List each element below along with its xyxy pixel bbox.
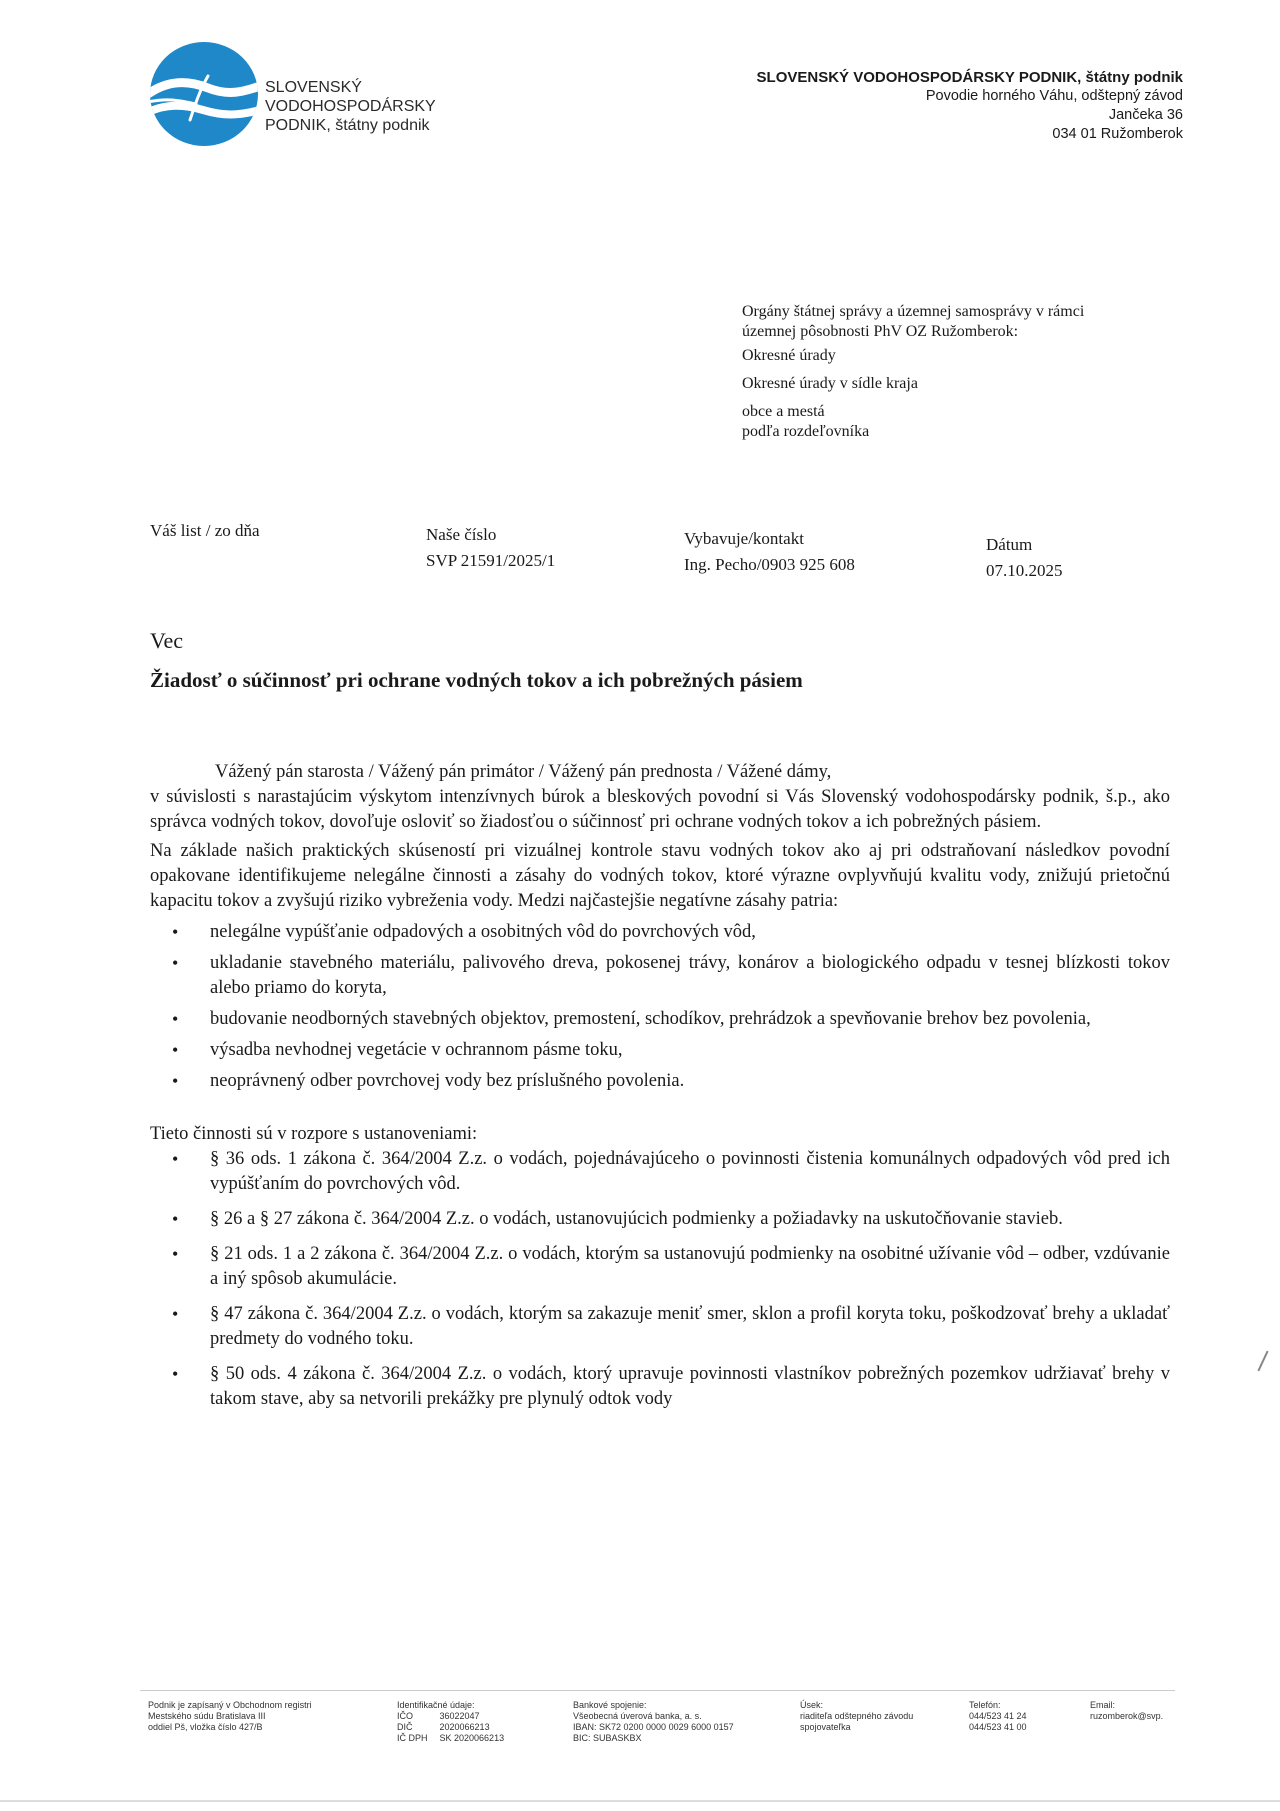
date-value: 07.10.2025 [986,561,1063,580]
id-value: 2020066213 [439,1722,490,1732]
id-key: IČ DPH [397,1733,428,1743]
footer-phone-number: 044/523 41 00 [969,1722,1027,1732]
your-letter-label: Váš list / zo dňa [150,521,260,540]
footer-line: oddiel Pš, vložka číslo 427/B [148,1722,263,1732]
footer-line: Všeobecná úverová banka, a. s. [573,1711,702,1721]
recipient-line: Orgány štátnej správy a územnej samosprávy v rámci [742,303,1085,320]
footer-unit [800,1700,913,1733]
sender-name: SLOVENSKÝ VODOHOSPODÁRSKY PODNIK, štátny podnik [756,69,1183,86]
subject-title: Žiadosť o súčinnosť pri ochrane vodných tokov a ich pobrežných pásiem [150,668,803,692]
footer-ids-label: Identifikačné údaje: [397,1700,475,1710]
activities-list [150,920,1170,1094]
footer-bank-label: Bankové spojenie: [573,1700,647,1710]
id-value: 36022047 [439,1711,480,1721]
logo-text [265,78,436,135]
our-number-value: SVP 21591/2025/1 [426,551,556,570]
sender-branch: Povodie horného Váhu, odštepný závod [925,88,1183,104]
footer-line: Podnik je zapísaný v Obchodnom registri [148,1700,312,1710]
subject-label: Vec [150,628,183,653]
contact-field [684,526,855,578]
footer-line: BIC: SUBASKBX [573,1733,642,1743]
contact-label: Vybavuje/kontakt [684,529,804,548]
list-item: • § 36 ods. 1 zákona č. 364/2004 Z.z. o vodách, pojednávajúceho o povinnosti čistenia komunálnych odpadových vôd pred ich vypúšťaním do povrchových vôd. [210,1147,1170,1197]
footer-ids [397,1700,516,1744]
recipient-line: podľa rozdeľovníka [742,423,870,440]
list-item: • nelegálne vypúšťanie odpadových a osobitných vôd do povrchových vôd, [210,920,1170,945]
logo-line: VODOHOSPODÁRSKY [265,98,436,115]
footer-bank [573,1700,734,1744]
salutation: Vážený pán starosta / Vážený pán primátor / Vážený pán prednosta / Vážené dámy, [215,762,832,782]
id-row [397,1722,516,1733]
footer-phone-number: 044/523 41 24 [969,1711,1027,1721]
footer-phone [969,1700,1027,1733]
date-field [986,532,1063,584]
sender-street: Jančeka 36 [1108,107,1183,123]
list-item: • budovanie neodborných stavebných objektov, premostení, schodíkov, prehrádzok a spevňovanie brehov bez povolenia, [210,1007,1170,1032]
footer-unit-label: Úsek: [800,1700,824,1710]
footer-line: riaditeľa odštepného závodu [800,1711,914,1721]
recipient-line: Okresné úrady v sídle kraja [742,375,918,392]
sender-city: 034 01 Ružomberok [1052,126,1183,142]
footer-email-address[interactable]: ruzomberok@svp. [1090,1711,1164,1721]
recipient-line: obce a mestá [742,403,825,420]
logo-line: PODNIK, štátny podnik [265,117,430,134]
list-item: • § 26 a § 27 zákona č. 364/2004 Z.z. o vodách, ustanovujúcich podmienky a požiadavky na uskutočňovanie stavieb. [210,1207,1170,1232]
recipient-address [742,302,1084,446]
body-paragraph: Na základe našich praktických skúseností pri vizuálnej kontrole stavu vodných tokov ako aj pri odstraňovaní následkov povodní opakovane identifikujeme nelegálne činnosti a zásahy do vodných tokov, ktoré výrazne ovplyvňujú kvalitu vody, znižujú prietočnú kapacitu tokov a zvyšujú riziko vybreženia vody. Medzi najčastejšie negatívne zásahy patria: [150,841,1170,911]
provisions-list [150,1147,1170,1412]
footer-registry [148,1700,312,1733]
footer-email [1090,1700,1163,1722]
id-key: DIČ [397,1722,413,1732]
date-label: Dátum [986,535,1033,554]
body-paragraph: v súvislosti s narastajúcim výskytom intenzívnych búrok a bleskových povodní si Vás Slovenský vodohospodársky podnik, š.p., ako správca vodných tokov, dovoľuje osloviť so žiadosťou o súčinnosť pri ochrane vodných tokov a ich pobrežných pásiem. [150,787,1170,832]
list-item: • § 21 ods. 1 a 2 zákona č. 364/2004 Z.z. o vodách, ktorým sa ustanovujú podmienky na osobitné užívanie vôd – odber, vzdúvanie a iný spôsob akumulácie. [210,1242,1170,1292]
id-row [397,1711,516,1722]
list-item: • ukladanie stavebného materiálu, palivového dreva, pokosenej trávy, konárov a biologického odpadu v tesnej blízkosti tokov alebo priamo do koryta, [210,951,1170,1001]
id-key: IČO [397,1711,414,1721]
pen-mark [1257,1351,1268,1372]
list-item: • § 50 ods. 4 zákona č. 364/2004 Z.z. o vodách, ktorý upravuje povinnosti vlastníkov pobrežných pozemkov udržiavať brehy v takom stave, aby sa netvorili prekážky pre plynulý odtok vody [210,1362,1170,1412]
footer-ids-table [397,1711,516,1744]
sender-address [757,68,1183,144]
conflict-intro: Tieto činnosti sú v rozpore s ustanoveniami: [150,1124,478,1144]
page-bottom-edge [0,1800,1280,1802]
list-item: • výsadba nevhodnej vegetácie v ochrannom pásme toku, [210,1038,1170,1063]
company-logo [148,40,260,148]
contact-value: Ing. Pecho/0903 925 608 [684,555,855,574]
id-value: SK 2020066213 [439,1733,505,1743]
recipient-line: územnej pôsobnosti PhV OZ Ružomberok: [742,323,1019,340]
list-item: • § 47 zákona č. 364/2004 Z.z. o vodách, ktorým sa zakazuje meniť smer, sklon a profil koryta toku, poškodzovať brehy a ukladať predmety do vodného toku. [210,1302,1170,1352]
our-number-label: Naše číslo [426,525,497,544]
id-row [397,1733,516,1744]
water-waves-logo-icon [148,40,260,148]
our-number-field [426,522,555,574]
your-letter-field [150,518,260,544]
letter-body [150,760,1170,1422]
footer-phone-label: Telefón: [969,1700,1001,1710]
recipient-line: Okresné úrady [742,347,836,364]
footer-divider [140,1690,1175,1691]
list-item: • neoprávnený odber povrchovej vody bez príslušného povolenia. [210,1069,1170,1094]
footer-email-label: Email: [1090,1700,1116,1710]
footer-line: IBAN: SK72 0200 0000 0029 6000 0157 [573,1722,734,1732]
footer-line: spojovateľka [800,1722,851,1732]
logo-line: SLOVENSKÝ [265,79,362,96]
footer-line: Mestského súdu Bratislava III [148,1711,266,1721]
